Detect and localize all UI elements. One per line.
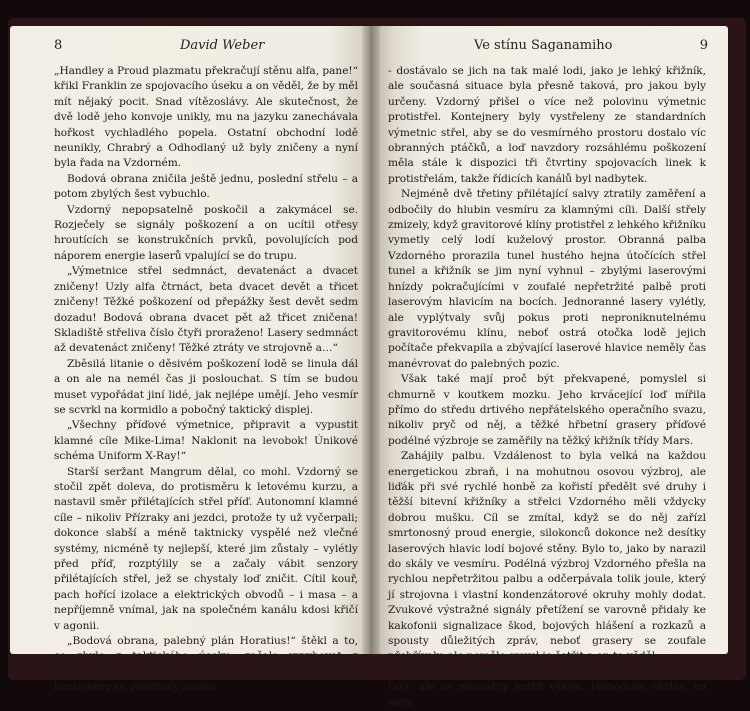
paragraph: Zběsilá litanie o děsivém poškození lodě se linula dál a on ale na nemél čas ji poslouchat. S tím se budou muset vypořádat jiní lidé, jak nejlépe umějí. Jeho vesmír se scvrkl na kormidlo a pobočný taktický displej.: [54, 357, 358, 416]
paragraph: „Všechny příďové výmetnice, připravit a vypustit klamné cíle Mike-Lima! Naklonit na levobok! Únikové schéma Uniform X-Ray!“: [54, 419, 358, 463]
right-running-head: [370, 38, 728, 58]
paragraph: A ohlušné osádky na stanovištích u graserů to věděly taky, ale se nesnažily snížit výkon. Jednoduše chrlily, co měly,: [388, 665, 706, 709]
right-page: [370, 26, 728, 709]
paragraph: Však také mají proč být překvapené, pomyslel si chmurně v koutkem mozku. Jeho krvácející loď mířila přímo do středu drtivého nepřátelského operačního svazu, nikoliv pryč od něj, a těžké hřbetní grasery příďové podélné výzbroje se zaměřily na těžký křižník třídy Mars.: [388, 373, 706, 447]
paragraph: - dostávalo se jich na tak malé lodi, jako je lehký křižník, ale současná situace byla přesně taková, pro jakou byly určeny. Vzdorný přišel o více než polovinu výmetnic protistřel. Kontejnery byly vystřeleny ze standardních výmetnic střel, aby se do vesmírného prostoru dostalo víc obranných ptáčků, a loď navzdory rozsáhlému poškození měla stále k dispozici tři čtvrtiny spojovacích linek k protistřelám, takže řídicích kanálů byl nadbytek.: [388, 65, 706, 185]
paragraph: Bodová obrana zničila ještě jednu, poslední střelu – a potom zbylých šest vybuchlo.: [54, 172, 358, 201]
right-page-text: [388, 64, 706, 711]
paragraph: „Handley a Proud plazmatu překračují stěnu alfa, pane!“ křikl Franklin ze spojovacího úseku a on věděl, že by měl mít nějaký pocit. Snad vítězoslávy. Ale skutečnost, že dvě lodě jeho konvoje unikly, mu na jazyku zanechávala hořkost vychladlého popela. Ostatní obchodní lodě neunikly, Chrabrý a Odhodlaný už byly zničeny a nyní byla řada na Vzdorném.: [54, 65, 358, 170]
book-gutter: [362, 26, 380, 654]
left-page-text: [54, 64, 358, 696]
paragraph: Nejméně dvě třetiny přilétající salvy ztratily zaměření a odbočily do hlubin vesmíru za klamnými cíli. Další střely zmizely, když gravitorové klíny protistřel z lehkého křižníku vymetly celý lodí kuželový prostor. Obranná palba Vzdorného prorazila tunel hustého hejna útočících střel tunel a křižník se jim nyní vyhnul – zbylými laserovými hnízdy pokračujícími v zoufalé nepřetržité palbě proti laserovým hlavicím na bocích. Jednoranné lasery vylétly, ale vyplýtvaly svůj pokus proti neproniknutelnému gravitorovému klínu, neboť ostrá otočka lodě jejich počítače překvapila a zbývající laserové hlavice neměly čas manévrovat do palebných pozic.: [388, 188, 706, 370]
paragraph: „Výmetnice střel sedmnáct, devatenáct a dvacet zničeny! Uzly alfa čtrnáct, beta dvacet devět a třicet zničeny! Těžké poškození od přepážky šest devět sedm dozadu! Bodová obrana dvacet pět až třicet zničena! Skladiště střeliva číslo čtyři proraženo! Lasery sedmnáct až devatenáct zničeny! Těžké ztráty ve strojovně a…“: [54, 265, 358, 355]
right-page-number: 9: [699, 38, 708, 53]
left-page: [10, 26, 372, 694]
left-page-number: 8: [54, 38, 63, 53]
left-running-head: [10, 38, 372, 58]
left-header-author: David Weber: [180, 38, 265, 53]
paragraph: Vzdorný nepopsatelně poskočil a zakymácel se. Rozječely se signály poškození a on ucítil otřesy hroutících se konstrukčních prvků, povolujících pod náporem energie laserů vpalující se do trupu.: [54, 203, 358, 262]
paragraph: „Bodová obrana, palebný plán Horatius!“ štěkl a to, co zbylo z taktického úseku, začalo vyvrhovat z příďových výmetnic kontejnery s protistřelami. Tyto kontejnery se používaly zřídka: [54, 635, 358, 694]
paragraph: Zahájily palbu. Vzdálenost to byla velká na každou energetickou zbraň, i na mohutnou osovou výzbroj, ale liďák při své rychlé honbě za kořistí předělt své druhy i těžší bitevní křižníky a střelci Vzdorného měli vždycky dobrou mušku. Cíl se zmítal, když se do něj zařízl smrtonosný proud energie, silokonců dokonce než desítky laserových hlavic lodí bojové stěny. Bylo to, jako by narazil do skály ve vesmíru. Podélná výzbroj Vzdorného přešla na rychlou nepřetržitou palbu a odčerpávala tolik joule, který jí strojovna i vlastní kondenzátorové okruhy mohly dodat. Zvukové výstražné signály přetížení se varovně přidaly ke kakofonii signalizace škod, bojových hlášení a rozkazů a spousty důležitých zpráv, neboť grasery se zoufale přehřívaly, ale nemělo smysl je šetřit a on to věděl.: [388, 450, 706, 663]
right-header-title: Ve stínu Saganamiho: [474, 38, 613, 53]
paragraph: Starší seržant Mangrum dělal, co mohl. Vzdorný se stočil zpět doleva, do protisměru k letovému kurzu, a nastavil směr přilétajících střel příď. Autonomní klamné cíle – nikoliv Přízraky ani jezdci, protože ty už vyčerpali; dokonce slabší a méně taktnicky vyspělé než vlečné systémy, nicméně ty nejlepší, které jim zůstaly – vylétly před příď, rozptýlily se a začaly vábit senzory přilétajících střel, jež se chystaly loď zničit. Cítil kouř, pach hořící izolace a elektrických obvodů – i masa – a nepříjemně vnímal, jak na společném kanálu kdosi křičí v agonii.: [54, 465, 358, 632]
